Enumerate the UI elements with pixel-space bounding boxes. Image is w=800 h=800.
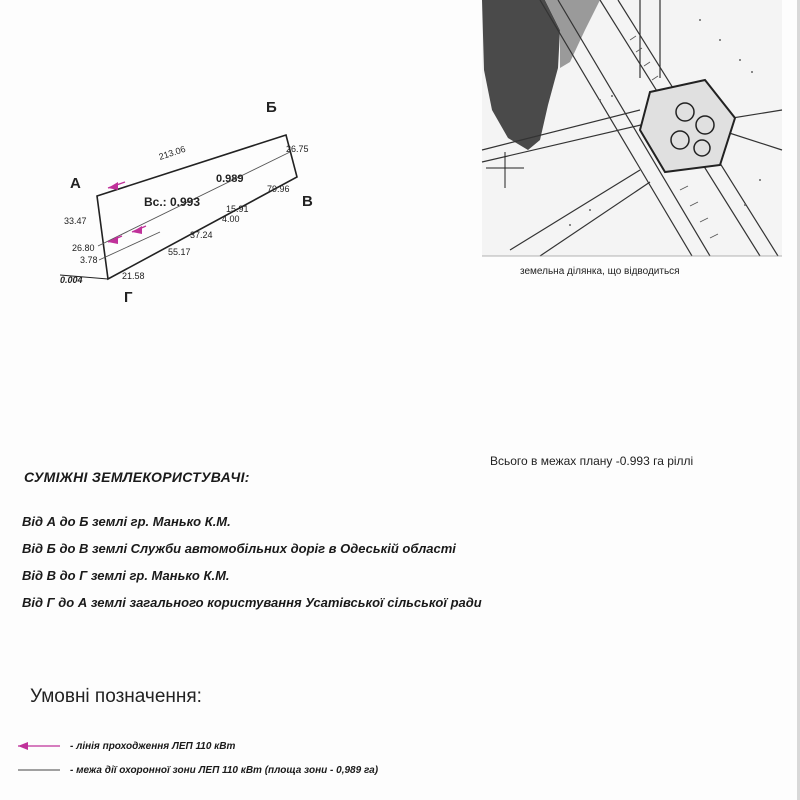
- length-a-small: 3.78: [80, 255, 98, 265]
- length-a-low: 26.80: [72, 243, 95, 253]
- length-a-side: 33.47: [64, 216, 87, 226]
- legend-item-label: - межа дії охоронної зони ЛЕП 110 кВт (площа зони - 0,989 га): [70, 764, 379, 776]
- legend: [14, 734, 378, 782]
- legend-item-label: - лінія проходження ЛЕП 110 кВт: [70, 740, 236, 752]
- neighbors-heading: СУМІЖНІ ЗЕМЛЕКОРИСТУВАЧІ:: [24, 469, 250, 485]
- point-label-a: А: [70, 175, 81, 192]
- plot-sketch: [60, 99, 313, 306]
- power-line-arrow-icon: [132, 226, 146, 234]
- neighbor-row: Від А до Б землі гр. Манько К.М.: [22, 514, 231, 529]
- length-mid-b: 4.00: [222, 214, 240, 224]
- neighbor-row: Від Б до В землі Служби автомобільних доріг в Одеській області: [22, 541, 456, 556]
- neighbors-list: [22, 513, 482, 621]
- power-line-arrow-icon: [108, 182, 125, 190]
- total-area-note: Всього в межах плану -0.993 га ріллі: [490, 454, 694, 468]
- length-mid-c: 37.24: [190, 230, 213, 240]
- length-ab: 213.06: [157, 143, 187, 162]
- small-area-label: 0.004: [60, 275, 83, 285]
- point-label-b: Б: [266, 99, 277, 116]
- point-label-v: В: [302, 193, 313, 210]
- legend-item: [14, 734, 378, 758]
- thin-line-icon: [14, 763, 64, 777]
- neighbor-row: Від Г до А землі загального користування Усатівської сільської ради: [22, 595, 482, 610]
- plot-area-label: Вс.: 0.993: [144, 195, 201, 209]
- topographic-map: [482, 0, 782, 256]
- length-mid-d: 55.17: [168, 247, 191, 257]
- arrow-line-icon: [14, 739, 64, 753]
- zone-area-label: 0.989: [216, 173, 244, 185]
- map-caption: земельна ділянка, що відводиться: [520, 266, 680, 277]
- length-bv: 26.75: [286, 144, 309, 154]
- length-g-dim: 21.58: [122, 271, 145, 281]
- length-mid-a: 15.91: [226, 204, 249, 214]
- neighbor-row: Від В до Г землі гр. Манько К.М.: [22, 568, 230, 583]
- length-v-dim: 79.96: [267, 184, 290, 194]
- legend-item: [14, 758, 378, 782]
- legend-title: Умовні позначення:: [30, 686, 202, 707]
- point-label-g: Г: [124, 289, 133, 306]
